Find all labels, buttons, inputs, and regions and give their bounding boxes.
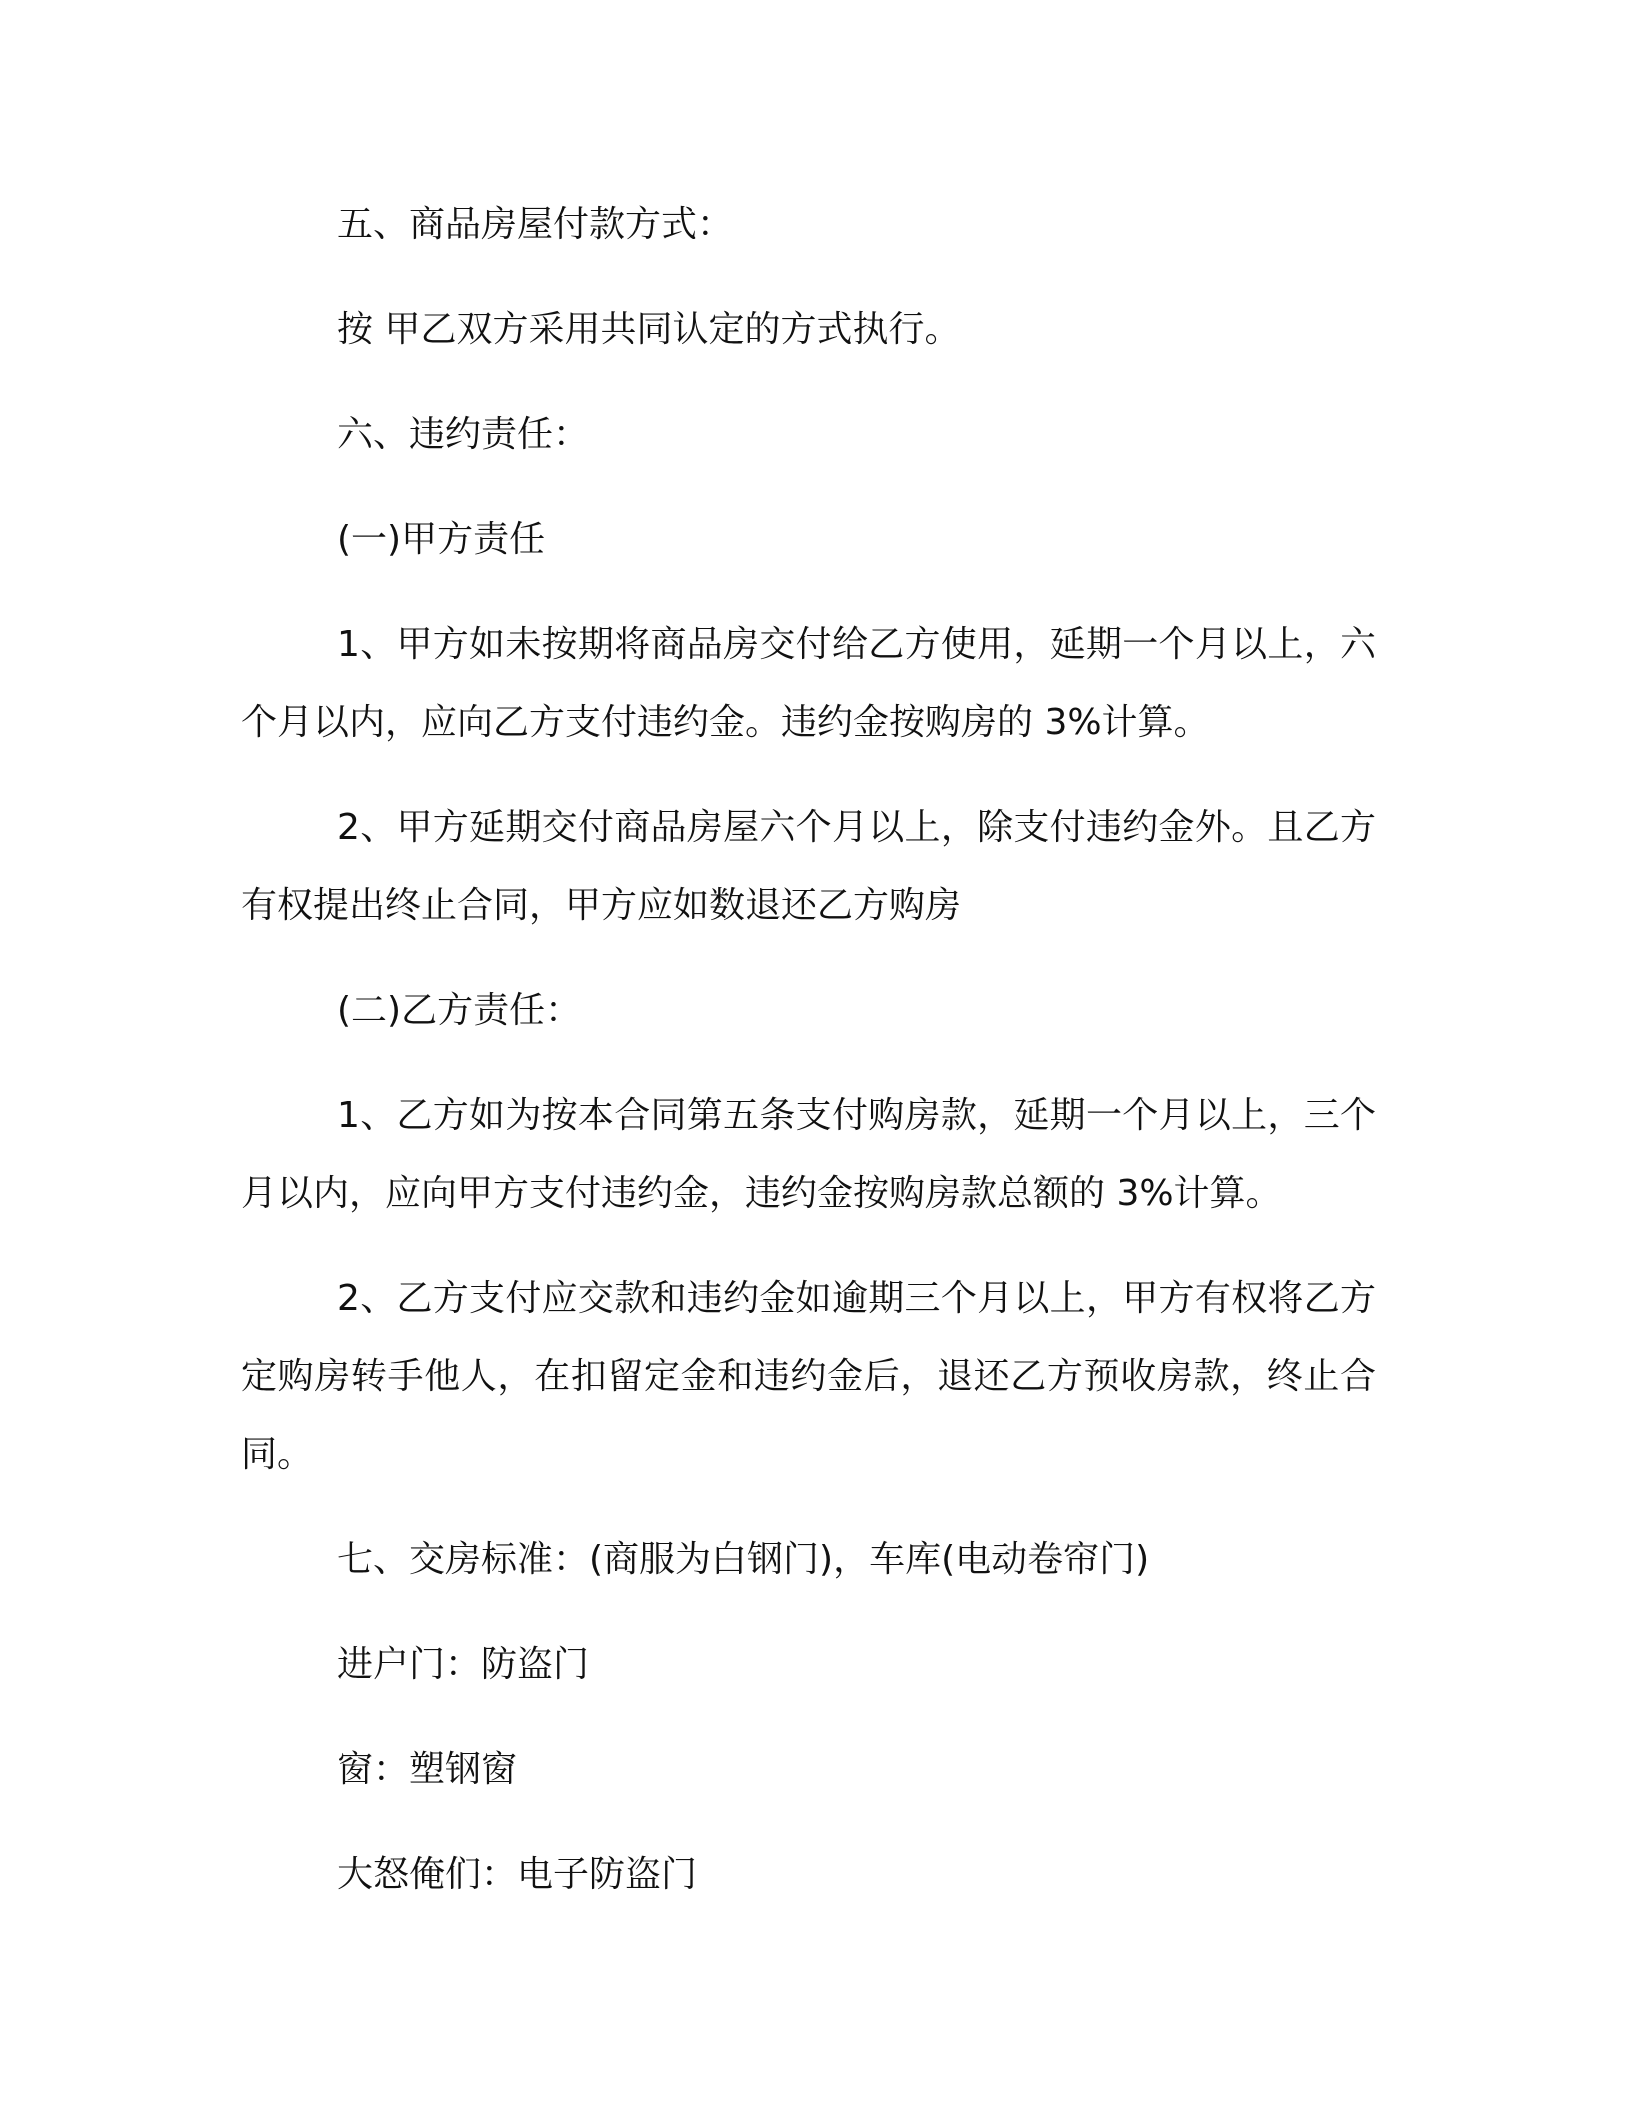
delivery-window: 窗：塑钢窗	[337, 1749, 518, 1790]
section-heading-delivery: 七、交房标准：(商服为白钢门)，车库(电动卷帘门)	[337, 1539, 1150, 1580]
delivery-entry-door: 进户门：防盗门	[337, 1644, 590, 1685]
delivery-main-door: 大怒俺们：电子防盗门	[337, 1854, 698, 1895]
party-a-clause-1: 1、甲方如未按期将商品房交付给乙方使用，延期一个月以上，六个月以内，应向乙方支付违约金。违约金按购房的 3%计算。	[241, 624, 1376, 743]
party-b-clause-1: 1、乙方如为按本合同第五条支付购房款，延期一个月以上，三个月以内，应向甲方支付违约金，违约金按购房款总额的 3%计算。	[241, 1095, 1376, 1214]
section-heading-payment: 五、商品房屋付款方式：	[337, 204, 734, 245]
subheading-party-b: (二)乙方责任：	[337, 990, 582, 1031]
party-b-clause-2: 2、乙方支付应交款和违约金如逾期三个月以上，甲方有权将乙方定购房转手他人，在扣留定金和违约金后，退还乙方预收房款，终止合同。	[241, 1278, 1376, 1475]
document-body	[241, 186, 1376, 1914]
subheading-party-a: (一)甲方责任	[337, 519, 546, 560]
payment-method-text: 按 甲乙双方采用共同认定的方式执行。	[337, 309, 961, 350]
section-heading-liability: 六、违约责任：	[337, 414, 590, 455]
party-a-clause-2: 2、甲方延期交付商品房屋六个月以上，除支付违约金外。且乙方有权提出终止合同，甲方应如数退还乙方购房	[241, 807, 1376, 926]
